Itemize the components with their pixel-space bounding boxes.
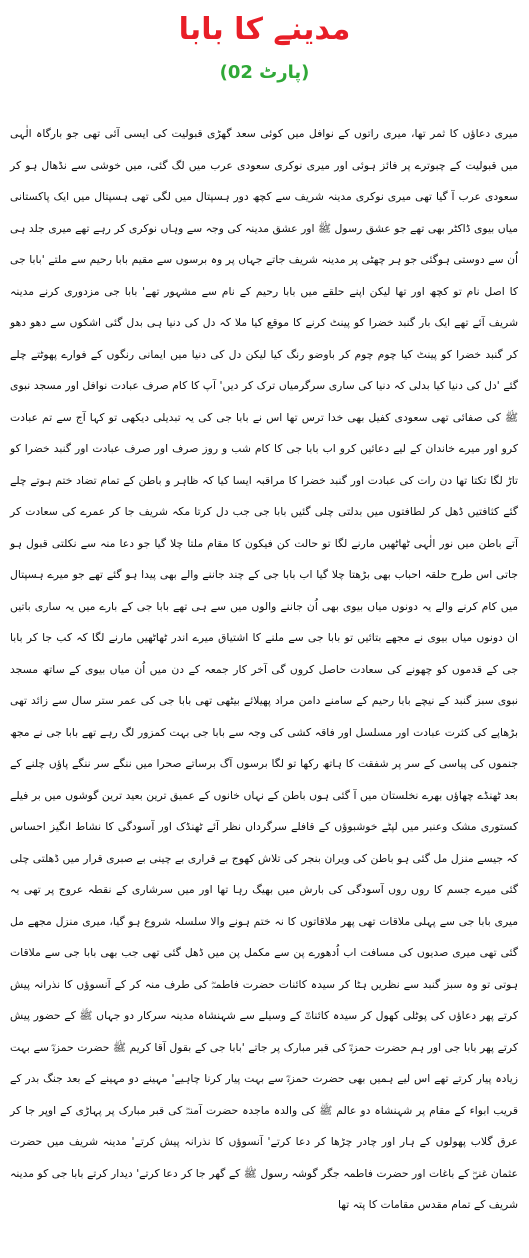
body-paragraph: میری دعاؤں کا ثمر تھا، میری راتوں کے نوافل میں کوئی سعد گھڑی قبولیت کی ایسی آئی تھی جو بارگاہ الٰہی میں قبولیت کے چبوترے پر فائز ہوئی اور میری نوکری سعودی عرب میں لگ گئی، میں خوشی سے نڈھال ہو کر سعودی عرب آ گیا تھی میری نوکری مدینہ شریف سے کچھ دور ہسپتال میں لگی تھی ہسپتال میں ایک پاکستانی میاں بیوی ڈاکٹر بھی تھے جو عشق رسول ﷺ اور عشق مدینہ کی وجہ سے وہاں نوکری کر رہے تھے میری جلد ہی اُن سے دوستی ہوگئی جو ہر چھٹی پر مدینہ شریف جاتے جہاں پر وہ برسوں سے مقیم بابا رحیم سے ملتے 'بابا جی کا اصل نام تو کچھ اور تھا لیکن اپنے حلقے میں بابا رحیم کے نام سے مشہور تھے' بابا جی مزدوری کرنے مدینہ شریف آئے تھے ایک بار گنبد خضرا کو پینٹ کرنے کا موقع کیا ملا کہ دل کی دنیا ہی بدل گئی اشکوں سے دھو دھو کر گنبد خضرا کو پینٹ کیا چوم چوم کر باوضو رنگ کیا لیکن دل کی دنیا میں ایمانی رنگوں کے فوارے پھوٹتے چلے گئے 'دل کی دنیا کیا بدلی کہ دنیا کی ساری سرگرمیاں ترک کر دیں' آپ کا کام صرف عبادت نوافل اور مسجد نبوی ﷺ کی صفائی تھی سعودی کفیل بھی خدا ترس تھا اس نے بابا جی کی یہ تبدیلی دیکھی تو کہا آج سے تم عبادت کرو اور میرے خاندان کے لیے دعائیں کرو اب بابا جی کا کام شب و روز صرف اور صرف عبادت اور گنبد خضرا کو تاڑ لگا تکتا تھا دن رات کی عبادت اور گنبد خضرا کا مراقبہ ایسا کیا کہ ظاہر و باطن کے تمام تضاد ختم ہوتے چلے گئے کثافتیں ڈھل کر لطافتوں میں بدلتی چلی گئیں بابا جی جب دل کرتا مکہ شریف جا کر عمرے کی سعادت کر آتے باطن میں نور الٰہی ٹھاٹھیں مارنے لگا تو حالت کن فیکون کا مقام ملتا چلا گیا جو دعا منہ سے نکلتی قبول ہو جاتی اس طرح حلقہ احباب بھی بڑھتا چلا گیا اب بابا جی کے چند جاننے والے بھی پیدا ہو گئے تھے جو میرے ہسپتال میں کام کرنے والے یہ دونوں میاں بیوی بھی اُن جاننے والوں میں سے ہی تھے بابا جی کے بارے میں یہ ساری باتیں ان دونوں میاں بیوی نے مجھے بتائیں تو بابا جی سے ملنے کا اشتیاق میرے اندر ٹھاٹھیں مارنے لگا کہ کب جا کر بابا جی کے قدموں کو چھونے کی سعادت حاصل کروں گی آخر کار جمعہ کے دن میں اُن میاں بیوی کے ساتھ مسجد نبوی سبز گنبد کے نیچے بابا رحیم کے سامنے دامن مراد پھیلائے بیٹھی تھی بابا جی کی عمر ستر سال سے زائد تھی بڑھاپے کی کثرت عبادت اور مسلسل اور فاقہ کشی کی وجہ سے بابا جی بہت کمزور لگ رہے تھے بابا جی نے مجھ جنموں کی پیاسی کے سر پر شفقت کا ہاتھ رکھا تو لگا برسوں آگ برساتے صحرا میں ننگے سر ننگے پاؤں چلنے کے بعد ٹھنڈے چھاؤں بھرے نخلستان میں آ گئی ہوں باطن کے نہاں خانوں کے عمیق ترین بعید ترین گوشوں میں بر فیلے کستوری مشک وعنبر میں لپٹے خوشبوؤں کے قافلے سرگرداں نظر آئے ٹھنڈک اور آسودگی کا نشاط انگیز احساس کہ جیسے منزل مل گئی ہو باطن کی ویران بنجر کی تلاش کھوج بے قراری بے چینی بے صبری قرار میں ڈھلتی چلی گئی میرے جسم کا روں روں آسودگی کی بارش میں بھیگ رہا تھا اور میں سرشاری کے نقطہ عروج پر تھی یہ میری بابا جی سے پہلی ملاقات تھی پھر ملاقاتوں کا نہ ختم ہونے والا سلسلہ شروع ہو گیا، میری منزل مجھے مل گئی تھی میری صدیوں کی مسافت اب اُدھورے پن سے مکمل پن میں ڈھل گئی تھی جب بھی بابا جی سے ملاقات ہوتی تو وہ سبز گنبد سے نظریں ہٹا کر سیدہ کائنات حضرت فاطمہؓ کی طرف منہ کر کے آنسوؤں کا نذرانہ پیش کرتے پھر دعاؤں کی پوٹلی کھول کر سیدہ کائناتؓ کے وسیلے سے شہنشاہ مدینہ سرکار دو جہاں ﷺ کے حضور پیش کرتے پھر بابا جی اور ہم حضرت حمزہؓ کی قبر مبارک پر جاتے 'بابا جی کے بقول آقا کریم ﷺ حضرت حمزہؓ سے بہت زیادہ پیار کرتے تھے اس لیے ہمیں بھی حضرت حمزہؓ سے بہت پیار کرنا چاہیے' مہینے دو مہینے کے بعد جنگ بدر کے قریب ابواء کے مقام پر شہنشاہ دو عالم ﷺ کی والدہ ماجدہ حضرت آمنہؓ کی قبر مبارک پر پہاڑی کے اوپر جا کر عرق گلاب پھولوں کے ہار اور چادر چڑھا کر دعا کرتے' آنسوؤں کا نذرانہ پیش کرتے' مدینہ شریف میں حضرت عثمان غنیؓ کے باغات اور حضرت فاطمہ جگر گوشہ رسول ﷺ کے گھر جا کر دعا کرتے' دیدار کرتے بابا جی کو مدینہ شریف کے تمام مقدس مقامات کا پتہ تھا: [10, 127, 518, 1211]
article-title: مدینے کا بابا: [178, 12, 351, 47]
article-body: [10, 118, 518, 1221]
part-label: (پارٹ 02): [219, 62, 310, 83]
